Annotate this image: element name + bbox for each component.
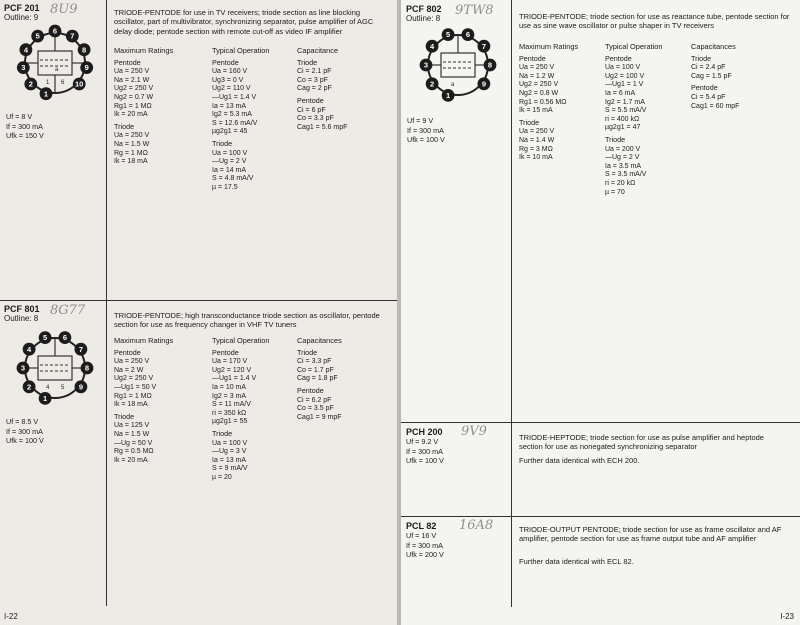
pin-number: 1 [43,89,49,99]
pin-number: 9 [84,63,89,73]
section-title: Pentode [297,95,324,105]
spec-row: Ci = 6 pF [297,106,326,114]
outline-label: Outline: 8 [406,14,441,23]
spec-row: —Ug1 = 1.4 V [212,93,257,101]
spec-row: Ua = 250 V [114,132,150,140]
column-header: Capacitance [297,46,339,55]
spec-column [114,47,173,167]
pin-number: 7 [70,31,75,41]
page-number: I-22 [4,612,18,621]
tube-entry-pcl82 [401,516,800,607]
pin-number: 6 [465,30,470,40]
spec-row: —Ug = 2 V [605,154,640,162]
spec-row: Ua = 250 V [114,358,150,366]
heater-voltage: Uf = 8 V [6,112,33,121]
heater-data [407,116,445,145]
spec-row: µ = 70 [605,188,625,196]
heater-data [406,437,444,466]
spec-row: Na = 1.4 W [519,136,555,144]
spec-row: Rg = 1 MΩ [114,149,148,157]
heater-voltage: Uf = 8.5 V [6,417,39,426]
spec-column [212,47,270,193]
section-title: Triode [297,57,318,67]
spec-row: Ng2 = 0.8 W [519,89,559,97]
spec-row: —Ug = 50 V [114,439,153,447]
spec-row: —Ug = 3 V [212,448,247,456]
spec-row: Ua = 250 V [519,64,555,72]
pin-number: 8 [82,45,87,55]
spec-row: Cag = 2 pF [297,85,332,93]
spec-row: Na = 2 W [114,366,144,374]
tube-id: PCL 82 [406,521,437,531]
pin-number: 10 [75,79,84,89]
pin-number: 2 [430,79,435,89]
heater-current: If = 300 mA [406,446,443,456]
spec-row: Ug2 = 250 V [114,85,154,93]
column-header: Typical Operation [212,336,270,345]
heater-voltage: Uf = 16 V [406,531,437,540]
spec-row: S = 9 mA/V [212,465,248,473]
pin-number: 6 [52,26,58,36]
pin-number: 9 [78,382,83,392]
pin-diagram [413,22,503,106]
page-number: I-23 [780,612,794,621]
spec-row: Na = 1.2 W [519,72,555,80]
spec-row: Ci = 2.1 pF [297,68,332,76]
pin-number: 3 [20,363,26,373]
spec-row: Ua = 125 V [114,422,150,430]
tube-entry-pcf802 [401,0,800,422]
pin-number: 5 [446,30,451,40]
spec-row: Ig2 = 5.3 mA [212,111,252,119]
spec-row: —Ug = 2 V [212,158,247,166]
spec-row: µg2g1 = 55 [212,418,248,426]
pin-number: 4 [27,344,32,354]
spec-row: Rg1 = 1 MΩ [114,102,152,110]
spec-row: Ci = 5.4 pF [691,93,726,101]
inner-label: 6 [61,80,65,86]
spec-row: Ik = 20 mA [114,456,148,464]
spec-row: Ua = 170 V [212,358,248,366]
spec-row: Na = 1.5 W [114,430,150,438]
spec-column [691,43,739,111]
spec-row: Cag = 1.8 pF [297,375,338,383]
pin-number: 3 [21,63,26,73]
spec-row: Ig2 = 1.7 mA [605,98,645,106]
tube-id: PCF 802 [406,4,442,14]
pin-number: 5 [43,333,48,343]
tube-description: TRIODE-PENTODE for use in TV receivers; triode section as line blocking oscillator, part of multivibrator, synchronizing separator, pulse amplifier of AGC delay diode; pentode section with remote cut-off as video IF amplifier [114,8,374,36]
heater-data [6,417,44,446]
spec-row: Ig2 = 3 mA [212,392,247,400]
spec-row: Ci = 3.3 pF [297,358,332,366]
section-title: Pentode [519,53,546,63]
outline-label: Outline: 9 [4,13,39,22]
heater-data [6,112,44,141]
tube-description: TRIODE-PENTODE; high transconductance triode section as oscillator, pentode section for use as frequency changer in VHF TV tuners [114,311,380,330]
spec-row: S = 12.6 mA/V [212,119,258,127]
inner-label: 4 [46,385,50,391]
section-title: Pentode [212,57,239,67]
pin-number: 7 [78,344,83,354]
inner-label: a [55,67,59,73]
spec-row: Cag1 = 5.6 mpF [297,123,348,131]
spec-row: —Ug1 = 1 V [605,81,644,89]
heater-voltage: Uf = 9.2 V [406,437,439,446]
tube-description: TRIODE-HEPTODE; triode section for use as pulse amplifier and heptode section for use as nonegated synchronizing separator [519,433,764,452]
pin-number: 6 [62,333,67,343]
spec-row: Rg = 3 MΩ [519,145,553,153]
handwritten-annotation: 8U9 [50,2,78,17]
spec-row: Ua = 100 V [212,149,248,157]
spec-column [605,43,663,197]
spec-row: S = 4.8 mA/V [212,175,254,183]
spec-row: Ik = 18 mA [114,158,148,166]
pin-number: 5 [35,31,40,41]
tube-entry-pch200 [401,422,800,517]
spec-row: Cag = 1.5 pF [691,72,732,80]
spec-row: S = 11 mA/V [212,401,251,409]
section-title: Pentode [114,57,141,67]
spec-row: Co = 1.7 pF [297,366,334,374]
column-header: Typical Operation [212,46,270,55]
pin-number: 2 [27,382,32,392]
spec-row: Ug2 = 250 V [519,81,559,89]
spec-row: µ = 20 [212,473,232,481]
spec-row: Ik = 15 mA [519,107,553,115]
spec-row: Rg1 = 0.56 MΩ [519,98,567,106]
pin-number: 1 [446,91,451,100]
handwritten-annotation: 16A8 [459,518,494,533]
pin-number: 9 [481,79,486,89]
column-header: Typical Operation [605,42,663,51]
column-header: Maximum Ratings [519,42,579,51]
spec-row: Co = 3.3 pF [297,115,334,123]
handwritten-annotation: 8G77 [50,303,86,318]
tube-id: PCF 201 [4,3,40,13]
section-title: Triode [297,347,318,357]
pin-number: 8 [84,363,90,373]
spec-row: Ug3 = 0 V [212,76,244,84]
pin-number: 4 [23,45,28,55]
heater-cathode-voltage: Ufk = 100 V [6,436,44,445]
heater-cathode-voltage: Ufk = 100 V [406,456,444,465]
spec-row: Na = 2.1 W [114,76,150,84]
spec-row: Ik = 10 mA [519,154,553,162]
section-title: Pentode [212,347,239,357]
heater-current: If = 300 mA [6,426,43,436]
spec-row: Rg1 = 1 MΩ [114,392,152,400]
spec-row: Co = 3.5 pF [297,405,334,413]
section-title: Triode [605,134,626,144]
section-title: Triode [114,411,135,421]
section-title: Triode [114,121,135,131]
pin-diagram [10,325,100,409]
further-data-note: Further data identical with ECH 200. [519,456,640,465]
spec-row: Ia = 13 mA [212,456,247,464]
spec-row: Ia = 10 mA [212,383,247,391]
spec-row: Ua = 200 V [605,145,641,153]
section-title: Triode [212,138,233,148]
section-title: Pentode [297,385,324,395]
heater-cathode-voltage: Ufk = 150 V [6,131,44,140]
spec-column [297,337,342,422]
inner-label: 1 [46,80,50,86]
spec-row: µg2g1 = 47 [605,124,641,132]
pin-number: 2 [28,79,33,89]
spec-row: ri = 350 kΩ [212,409,247,417]
spec-row: Na = 1.5 W [114,140,150,148]
spec-row: Ua = 160 V [212,68,248,76]
heater-cathode-voltage: Ufk = 200 V [406,550,444,559]
pin-number: 3 [423,60,429,70]
column-header: Capacitances [297,336,342,345]
tube-description: TRIODE-PENTODE; triode section for use as reactance tube, pentode section for use as sine wave oscillator or pulse shaper in TV receivers [519,12,790,31]
tube-entry-pcf201 [0,0,397,300]
spec-row: Ug2 = 100 V [605,72,645,80]
spec-column [212,337,270,483]
inner-label: 5 [61,385,65,391]
further-data-note: Further data identical with ECL 82. [519,557,634,566]
spec-row: Ik = 18 mA [114,401,148,409]
tube-entry-pcf801 [0,300,397,606]
heater-current: If = 300 mA [406,540,443,550]
spec-row: S = 5.5 mA/V [605,107,647,115]
spec-row: Ia = 6 mA [605,89,636,97]
heater-cathode-voltage: Ufk = 100 V [407,135,445,144]
spec-row: Ci = 6.2 pF [297,396,332,404]
inner-label: a [451,82,455,88]
heater-data [406,531,444,560]
tube-description: TRIODE-OUTPUT PENTODE; triode section for use as frame oscillator and AF amplifier, pentode section for use as frame output tube and AF amplifier [519,525,782,544]
spec-row: Cag1 = 60 mpF [691,102,740,110]
spec-row: Ia = 3.5 mA [605,162,641,170]
heater-current: If = 300 mA [6,121,43,131]
spec-row: Cag1 = 9 mpF [297,413,342,421]
spec-row: µg2g1 = 45 [212,128,248,136]
heater-current: If = 300 mA [407,125,444,135]
spec-row: Ua = 100 V [212,439,248,447]
spec-row: Ci = 2.4 pF [691,64,726,72]
spec-row: µ = 17.5 [212,183,238,191]
outline-label: Outline: 8 [4,314,39,323]
spec-row: Ug2 = 250 V [114,375,154,383]
section-title: Pentode [605,53,632,63]
spec-row: Ua = 250 V [114,68,150,76]
spec-row: Rg = 0.5 MΩ [114,448,154,456]
pin-number: 7 [481,41,486,51]
section-title: Triode [519,117,540,127]
spec-row: —Ug1 = 50 V [114,383,157,391]
pin-number: 4 [430,41,435,51]
spec-row: Ug2 = 110 V [212,85,251,93]
column-header: Maximum Ratings [114,336,174,345]
spec-column [114,337,173,465]
pin-diagram [10,20,100,104]
tube-id: PCH 200 [406,427,443,437]
left-page [0,0,397,625]
right-page [401,0,800,625]
handwritten-annotation: 9TW8 [455,3,494,18]
spec-row: Ia = 14 mA [212,166,247,174]
spec-row: ri = 20 kΩ [605,179,636,187]
pin-number: 1 [43,394,48,403]
spec-row: —Ug1 = 1.4 V [212,375,257,383]
spec-row: Ua = 100 V [605,64,641,72]
section-title: Triode [691,53,712,63]
section-title: Pentode [691,83,718,93]
spec-row: Ik = 20 mA [114,111,148,119]
spec-column [519,43,578,163]
spec-row: Ia = 13 mA [212,102,247,110]
section-title: Triode [212,428,233,438]
spec-row: Ug2 = 120 V [212,366,252,374]
column-header: Capacitances [691,42,736,51]
section-title: Pentode [114,347,141,357]
handwritten-annotation: 9V9 [461,424,487,439]
spec-row: S = 3.5 mA/V [605,171,647,179]
tube-id: PCF 801 [4,304,40,314]
pin-number: 8 [487,60,493,70]
spec-row: Co = 3 pF [297,76,328,84]
column-header: Maximum Ratings [114,46,174,55]
spec-row: Ng2 = 0.7 W [114,93,154,101]
spec-row: ri = 400 kΩ [605,115,640,123]
spec-row: Ua = 250 V [519,128,555,136]
heater-voltage: Uf = 9 V [407,116,434,125]
spec-column [297,47,347,132]
